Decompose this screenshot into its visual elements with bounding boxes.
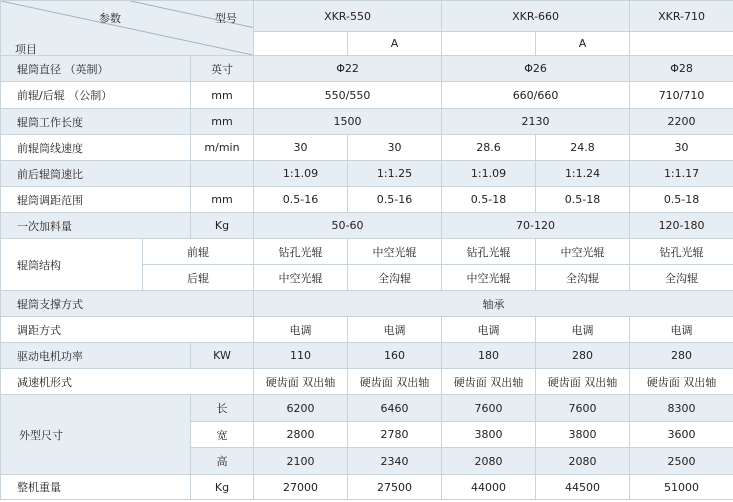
cell: 51000: [630, 475, 733, 500]
row-label: 前辊筒线速度: [1, 135, 191, 161]
cell: 160: [348, 343, 442, 369]
cell-660: 70-120: [442, 213, 630, 239]
cell: 1:1.24: [536, 161, 630, 187]
cell: 280: [630, 343, 733, 369]
variant-550-a: A: [348, 32, 442, 56]
variant-710-base: [630, 32, 733, 56]
model-header-710: XKR-710: [630, 1, 733, 32]
cell: 8300: [630, 395, 733, 422]
cell-550: 50-60: [254, 213, 442, 239]
cell: 2080: [536, 448, 630, 475]
cell: 电调: [254, 317, 348, 343]
cell: 6200: [254, 395, 348, 422]
cell: 中空光辊: [442, 265, 536, 291]
row-reducer: [1, 369, 733, 395]
row-motor: [1, 343, 733, 369]
row-label: 减速机形式: [1, 369, 254, 395]
row-unit: [191, 161, 254, 187]
row-unit: mm: [191, 82, 254, 109]
cell: 2080: [442, 448, 536, 475]
row-label: 一次加料量: [1, 213, 191, 239]
cell: 27500: [348, 475, 442, 500]
cell: 电调: [348, 317, 442, 343]
cell: 3800: [442, 422, 536, 448]
row-line-speed: [1, 135, 733, 161]
row-label: 辊筒结构: [1, 239, 143, 291]
cell: 硬齿面 双出轴: [348, 369, 442, 395]
row-support: [1, 291, 733, 317]
param-label: 参数: [99, 12, 121, 25]
cell: 中空光辊: [536, 239, 630, 265]
cell: 24.8: [536, 135, 630, 161]
row-label: 外型尺寸: [1, 395, 191, 475]
cell: 电调: [442, 317, 536, 343]
cell-710: 2200: [630, 109, 733, 135]
variant-660-base: [442, 32, 536, 56]
cell: 0.5-18: [536, 187, 630, 213]
cell-660: Φ26: [442, 56, 630, 82]
model-header-550: XKR-550: [254, 1, 442, 32]
row-label: 整机重量: [1, 475, 191, 500]
row-speed-ratio: [1, 161, 733, 187]
row-sublabel: 后辊: [143, 265, 254, 291]
row-adjust: [1, 317, 733, 343]
row-unit: mm: [191, 109, 254, 135]
cell: 2780: [348, 422, 442, 448]
cell: 中空光辊: [254, 265, 348, 291]
variant-550-base: [254, 32, 348, 56]
cell: 30: [630, 135, 733, 161]
row-unit: mm: [191, 187, 254, 213]
row-weight: [1, 475, 733, 500]
row-roll-diameter: [1, 56, 733, 82]
row-unit: 英寸: [191, 56, 254, 82]
cell: 6460: [348, 395, 442, 422]
cell: 全沟辊: [536, 265, 630, 291]
cell: 轴承: [254, 291, 733, 317]
cell: 2800: [254, 422, 348, 448]
row-unit: Kg: [191, 475, 254, 500]
row-label: 辊筒工作长度: [1, 109, 191, 135]
row-label: 前后辊筒速比: [1, 161, 191, 187]
cell: 180: [442, 343, 536, 369]
row-unit: m/min: [191, 135, 254, 161]
cell: 硬齿面 双出轴: [630, 369, 733, 395]
row-structure-front: [1, 239, 733, 265]
cell-710: Φ28: [630, 56, 733, 82]
variant-660-a: A: [536, 32, 630, 56]
row-sublabel: 长: [191, 395, 254, 422]
row-work-length: [1, 109, 733, 135]
cell: 27000: [254, 475, 348, 500]
cell: 硬齿面 双出轴: [254, 369, 348, 395]
row-sublabel: 前辊: [143, 239, 254, 265]
row-unit: KW: [191, 343, 254, 369]
header-corner-cell: [1, 1, 254, 56]
cell: 钻孔光辊: [630, 239, 733, 265]
cell: 110: [254, 343, 348, 369]
row-label: 调距方式: [1, 317, 254, 343]
cell: 钻孔光辊: [442, 239, 536, 265]
cell: 电调: [630, 317, 733, 343]
cell-550: 1500: [254, 109, 442, 135]
cell: 3600: [630, 422, 733, 448]
cell: 0.5-18: [442, 187, 536, 213]
cell: 2100: [254, 448, 348, 475]
cell: 30: [348, 135, 442, 161]
row-label: 辊筒直径 （英制）: [1, 56, 191, 82]
cell: 全沟辊: [630, 265, 733, 291]
cell: 电调: [536, 317, 630, 343]
cell: 30: [254, 135, 348, 161]
cell: 1:1.09: [442, 161, 536, 187]
cell: 0.5-16: [348, 187, 442, 213]
cell: 2340: [348, 448, 442, 475]
row-label: 驱动电机功率: [1, 343, 191, 369]
item-label: 项目: [15, 43, 37, 56]
cell: 中空光辊: [348, 239, 442, 265]
cell: 0.5-16: [254, 187, 348, 213]
cell: 44500: [536, 475, 630, 500]
cell: 0.5-18: [630, 187, 733, 213]
model-label: 型号: [215, 12, 237, 25]
row-roll-ratio: [1, 82, 733, 109]
cell: 全沟辊: [348, 265, 442, 291]
cell: 1:1.25: [348, 161, 442, 187]
cell-660: 660/660: [442, 82, 630, 109]
row-batch: [1, 213, 733, 239]
cell: 1:1.17: [630, 161, 733, 187]
cell-550: Φ22: [254, 56, 442, 82]
cell: 3800: [536, 422, 630, 448]
cell: 2500: [630, 448, 733, 475]
cell-660: 2130: [442, 109, 630, 135]
cell: 44000: [442, 475, 536, 500]
cell-710: 710/710: [630, 82, 733, 109]
row-sublabel: 宽: [191, 422, 254, 448]
cell-710: 120-180: [630, 213, 733, 239]
row-gap-range: [1, 187, 733, 213]
cell: 7600: [442, 395, 536, 422]
row-label: 辊筒调距范围: [1, 187, 191, 213]
cell: 7600: [536, 395, 630, 422]
row-unit: Kg: [191, 213, 254, 239]
cell: 钻孔光辊: [254, 239, 348, 265]
cell: 28.6: [442, 135, 536, 161]
row-dims-length: [1, 395, 733, 422]
cell: 1:1.09: [254, 161, 348, 187]
cell-550: 550/550: [254, 82, 442, 109]
row-label: 辊筒支撑方式: [1, 291, 254, 317]
cell: 硬齿面 双出轴: [536, 369, 630, 395]
cell: 280: [536, 343, 630, 369]
cell: 硬齿面 双出轴: [442, 369, 536, 395]
row-sublabel: 高: [191, 448, 254, 475]
model-header-660: XKR-660: [442, 1, 630, 32]
row-label: 前辊/后辊 （公制）: [1, 82, 191, 109]
